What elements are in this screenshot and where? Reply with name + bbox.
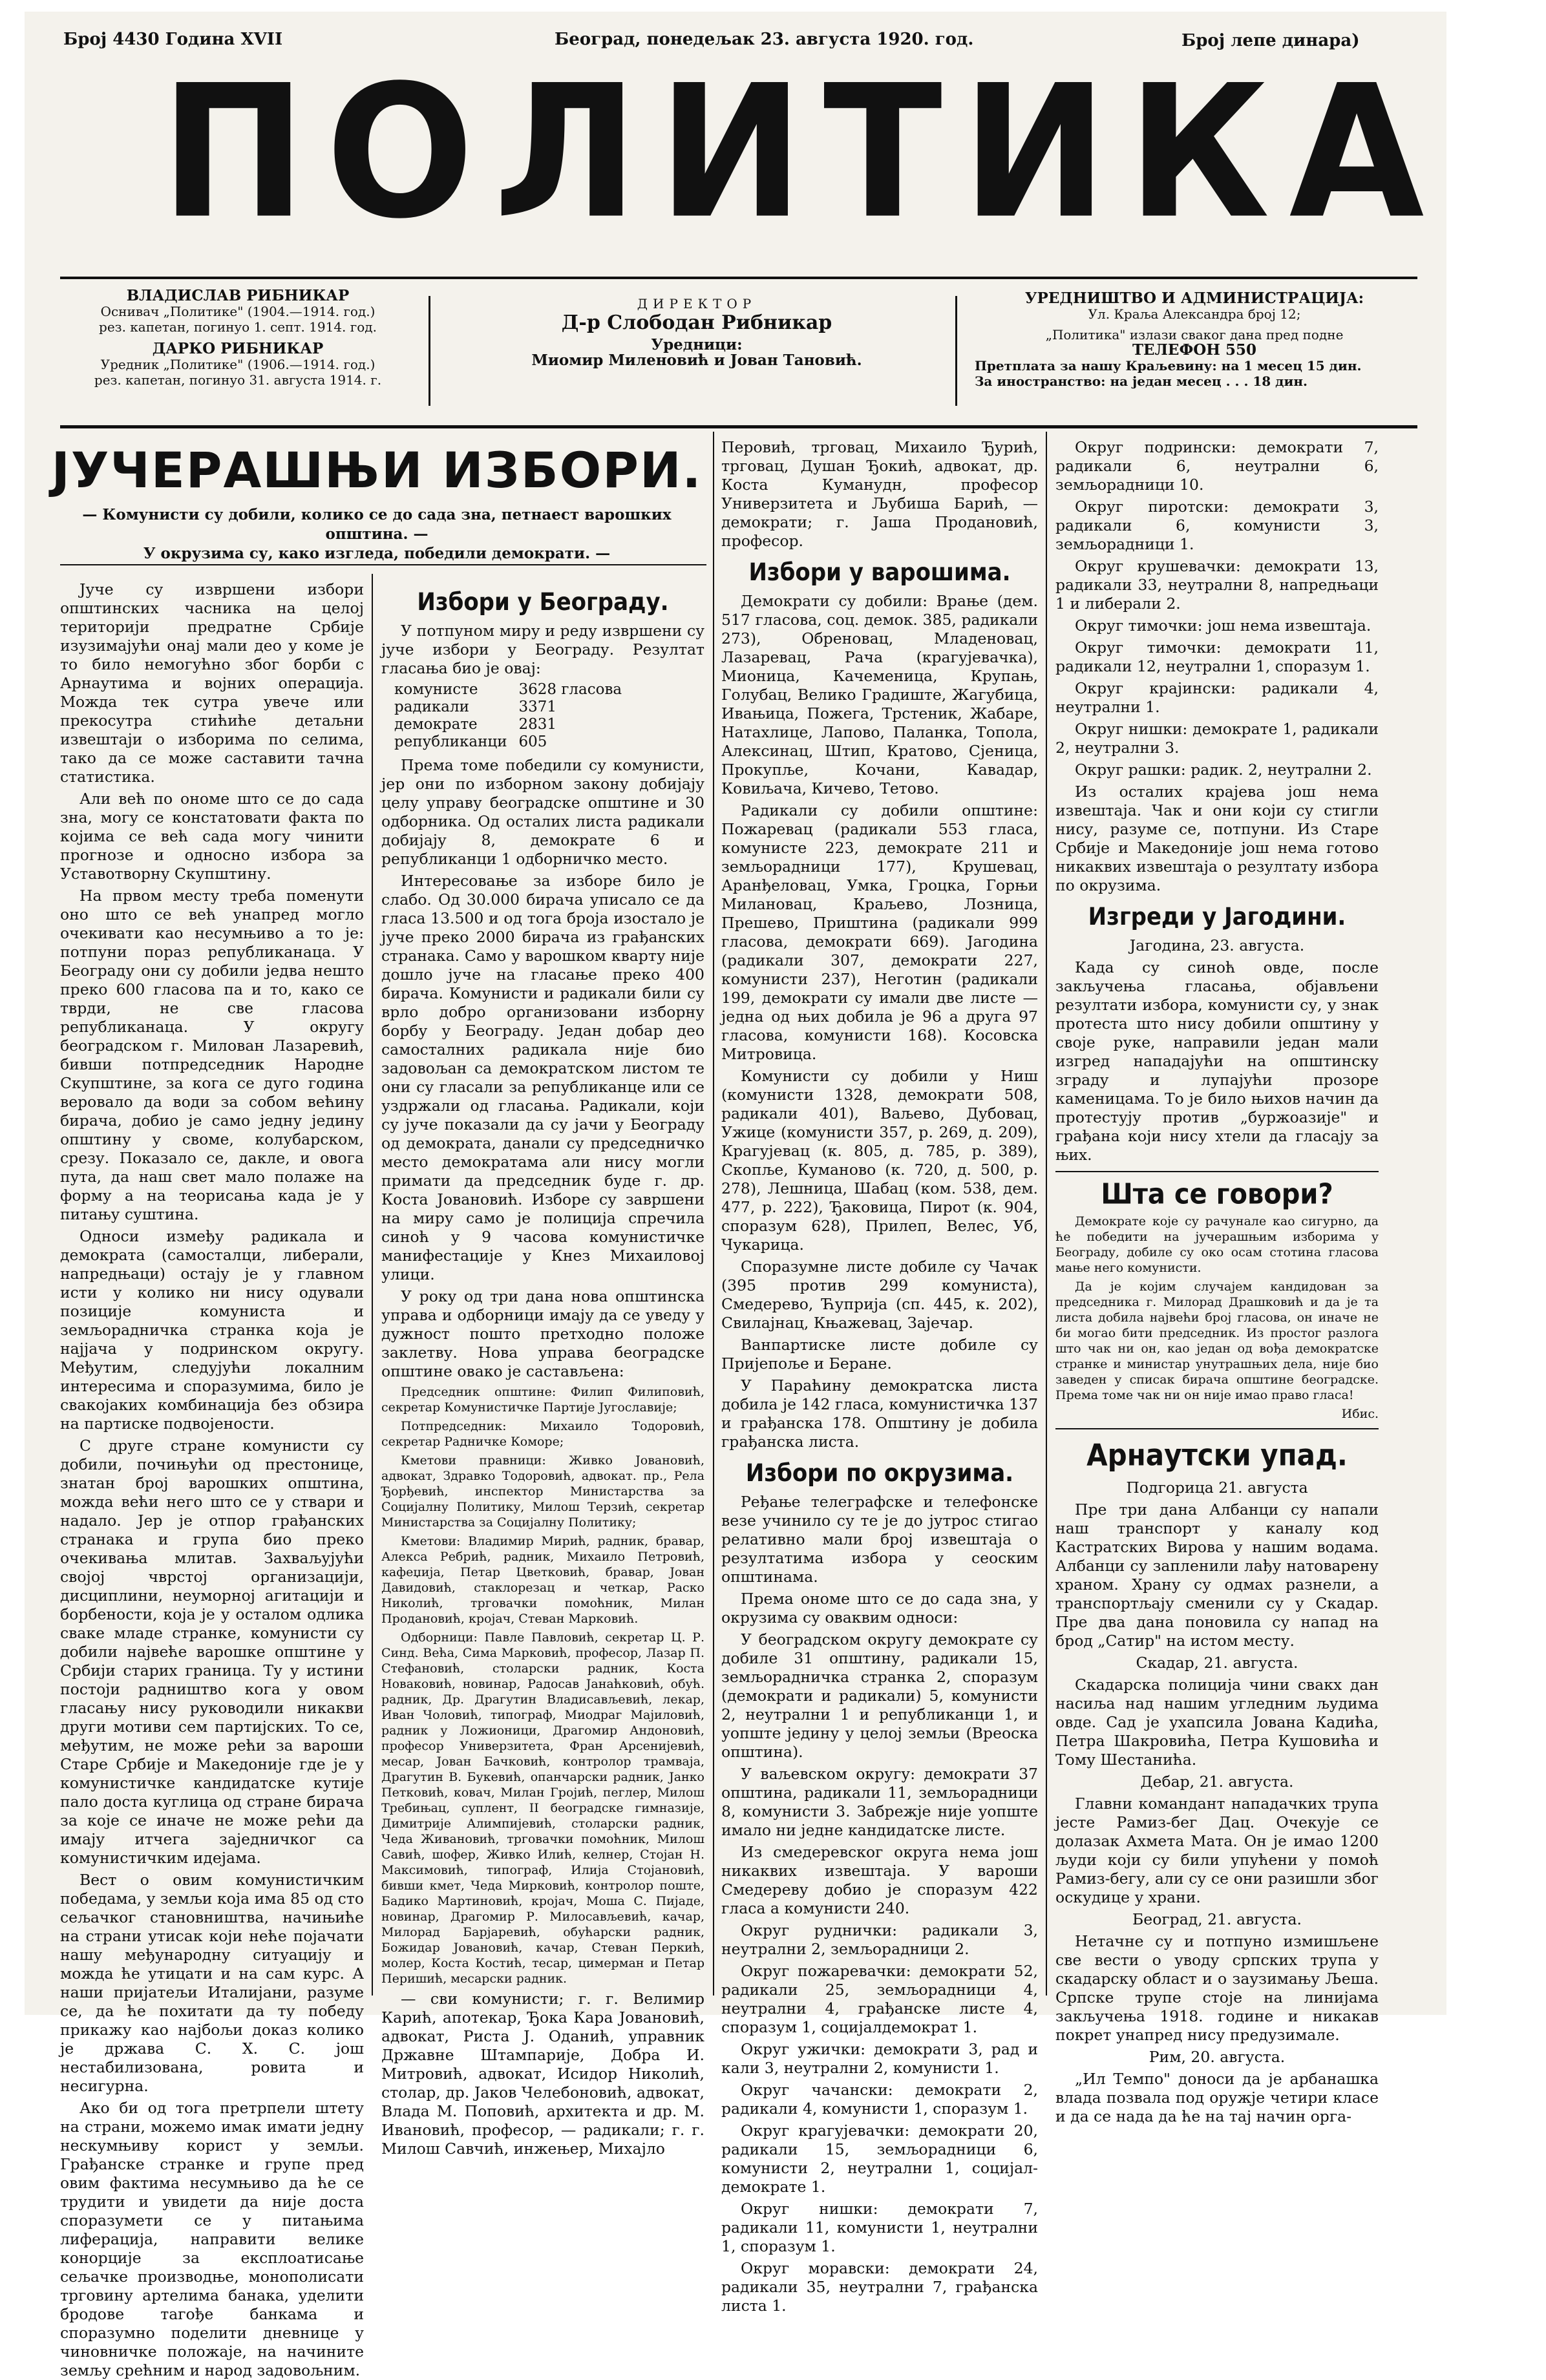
paragraph: Радикали су добили општине: Пожаревац (радикали 553 гласа, комунисте 223, демократе 211 и земљорадници 177), Крушевац, Аранђеловац, Умка, Гроцка, Горњи Милановац, Краљево, Лозница, Прешево, Приштина (радикали 999 гласова, демократи 669). Јагодина (радикали 307, демократи 227, комунисти 237), Неготин (радикали 199, демократи су имали две листе — једна од њих добила је 96 а друга 97 гласова, комунисти 168). Косовска Митровица. xyxy=(721,801,1038,1063)
issue-date: Београд, понедељак 23. августа 1920. год. xyxy=(555,30,974,49)
table-row: радикали 3371 xyxy=(394,699,557,715)
paragraph: Комунисти су добили у Ниш (комунисти 1328, демократи 508, радикали 401), Ваљево, Дубовац, Ужице (комунисти 357, р. 269, д. 209), Крагујевац (к. 805, д. 785, р. 389), Скопље, Куманово (к. 720, д. 500, р. 278), Лешница, Шабац (ком. 538, дем. 477, р. 222), Ђаковица, Пирот (к. 904, споразум 628), Прилеп, Велес, Уб, Чукарица. xyxy=(721,1067,1038,1254)
office-line-1: УРЕДНИШТВО И АДМИНИСТРАЦИЈА: xyxy=(1024,290,1364,307)
lead-headline-block xyxy=(50,438,703,563)
belgrade-results-table xyxy=(394,681,633,751)
paragraph: У року од три дана нова општинска управа и одборници имају да се уведу у дужност пошто претходно положе заклетву. Нова управа београдске општине овако је састављена: xyxy=(381,1287,704,1380)
paragraph: Округ пожаревачки: демократи 52, радикали 25, земљорадници 4, неутрални 4, грађанске листе 4, споразум 1, социјалдемократ 1. xyxy=(721,1962,1038,2036)
paragraph: Скадарска полиција чини свакх дан насиља над нашим угледним људима овде. Сад је ухапсила Јована Кадића, Петра Шакровића, Петра Кушовића и Тому Шестанића. xyxy=(1055,1676,1379,1769)
paragraph: Одборници: Павле Павловић, секретар Ц. Р. Синд. Већа, Сима Марковић, професор, Лазар П. Стефановић, столарски радник, Коста Новаковић, новинар, Радосав Јанаћковић, обућ. радник, Др. Драгутин Владисављевић, лекар, Иван Чоловић, типограф, Миодраг Мајиловић, радник у Ложионици, Драгомир Андоновић, професор Универзитета, Фран Арсенијевић, месар, Јован Бачковић, контролор трамваја, Драгутин В. Букевић, опанчарски радник, Јанко Петковић, ковач, Милан Гројић, пеглер, Милош Требињац, суплент, II београдске гимназије, Димитрије Алимпијевић, столарски радник, Чеда Живановић, трговачки помоћник, Милош Савић, шофер, Живко Илић, келнер, Стојан Н. Максимовић, типограф, Илија Стојановић, бивши кмет, Чеда Мирковић, контролор поште, Бадико Мартиновић, кројач, Моша С. Пијаде, новинар, Драгомир Р. Милосављевић, качар, Милорад Барјаревић, обућарски радник, Божидар Јовановић, качар, Стеван Перкић, молер, Коста Костић, тесар, цимерман и Петар Перишић, месарски радник. xyxy=(381,1630,704,1986)
paragraph: Споразумне листе добиле су Чачак (395 против 299 комуниста), Смедерево, Ћуприја (сп. 445, к. 202), Свилајнац, Књажевац, Зајечар. xyxy=(721,1258,1038,1332)
paragraph: Округ рашки: радик. 2, неутрални 2. xyxy=(1075,761,1372,779)
article-column-4 xyxy=(1055,438,1379,2125)
paragraph: Округ пиротски: демократи 3, радикали 6, комунисти 3, земљорадници 1. xyxy=(1055,498,1379,553)
paragraph: Округ руднички: радикали 3, неутрални 2, земљорадници 2. xyxy=(721,1921,1038,1958)
paragraph: Јуче су извршени избори општинских часника на целој територији предратне Србије изузимајући онај мали део у коме је то било немогућно због борби с Арнаутима и војних операција. Можда тек сутра увече или прекосутра стићиће детаљни извештаји о изборима по селима, тако да се може саставити тачна статистика. xyxy=(60,580,364,786)
paragraph: Али већ по ономе што се до сада зна, могу се констатовати факта по којима се већ сада могу чинити прогнозе и односно избора за Уставотворну Скупштину. xyxy=(60,790,364,883)
paragraph: Потпредседник: Михаило Тодоровић, секретар Радничке Коморе; xyxy=(381,1419,704,1449)
paragraph: Пре три дана Албанци су напали наш транспорт у каналу код Кастратских Вирова у нашим водама. Албанци су запленили лађу натоварену храном. Храну су одмах разнели, а транспортљају сменили су у Скадар. Пре два дана поновила су напад на брод „Сатир" на истом месту. xyxy=(1055,1501,1379,1650)
dateline: Београд, 21. августа. xyxy=(1132,1910,1302,1928)
paragraph: Округ подрински: демократи 7, радикали 6, неутрални 6, земљорадници 10. xyxy=(1055,438,1379,494)
section-heading-jagodina: Изгреди у Јагодини. xyxy=(1088,903,1346,931)
paragraph: Из смедеревског округа нема још никаквих извештаја. У вароши Смедереву добио је споразум 422 гласа а комунисти 240. xyxy=(721,1843,1038,1917)
lead-subhead-2: У окрузима су, како изгледа, победили демократи. — xyxy=(143,545,611,562)
paragraph: Округ тимочки: демократи 11, радикали 12, неутрални 1, споразум 1. xyxy=(1055,638,1379,675)
paragraph: Ређање телеграфске и телефонске везе учинило су те је до јутрос стигао релативно мали број извештаја о резултатима избора у сеоским општинама. xyxy=(721,1493,1038,1586)
paragraph: Према ономе што се до сада зна, у окрузима су оваквим односи: xyxy=(721,1590,1038,1627)
paragraph: Када су синоћ овде, после закључења гласања, објављени резултати избора, комунисти су, у знак протеста што нису добили општину у своје руке, направили један мали изгред нападајући на општинску зграду и лупајући прозоре каменицама. То је било њихов начин да протестују против „буржоазије" и грађана који нису хтели да гласају за њих. xyxy=(1055,958,1379,1164)
article-column-3 xyxy=(721,438,1038,2315)
article-column-1 xyxy=(60,580,364,2379)
paragraph: Односи између радикала и демократа (самосталци, либерали, напредњаци) остају је у главном исти у колико ни нису одували позиције комуниста и земљорадничка странка која је најјача у подринском округу. Међутим, следујући локалним интересима и споразумима, било је свакојаких комбинација без обзира на партиске подвојености. xyxy=(60,1227,364,1433)
paragraph: Округ крагујевачки: демократи 20, радикали 15, земљорадници 6, комунисти 2, неутрални 1, социјал-демократе 1. xyxy=(721,2122,1038,2196)
newspaper-page xyxy=(25,12,1446,2379)
header-bottom-rule xyxy=(60,425,1417,428)
table-row: демократе 2831 xyxy=(394,716,557,733)
section-heading-arnaut-raid: Арнаутски упад. xyxy=(1086,1437,1348,1473)
paragraph: Интересовање за изборе било је слабо. Од 30.000 бирача уписало се да гласа 13.500 и од тога броја изостало је јуче преко 2000 бирача из грађанских странака. Само у варошком кварту није дошло јуче на гласање преко 400 бирача. Комунисти и радикали били су врло добро организовани изборну борбу у Београду. Један добар део самосталних радикала није био задовољан са демократском листом те они су гласали за републиканце или се уздржали од гласања. Радикали, који су јуче показали да су јачи у Београду од демократа, данали су председничко место демократама али нису могли примати да председник буде г. др. Коста Јовановић. Изборе су завршени на миру само је полиција спречила синоћ у 9 часова комунистичке манифестације у Кнез Михаиловој улици. xyxy=(381,872,704,1283)
office-phone: ТЕЛЕФОН 550 xyxy=(1132,341,1257,359)
office-line-2: Ул. Краља Александра број 12; xyxy=(1088,306,1301,322)
section-heading-belgrade: Избори у Београду. xyxy=(417,588,669,616)
director-name: Д-р Слободан Рибникар xyxy=(561,311,832,334)
article-column-2 xyxy=(381,580,704,2158)
paragraph: С друге стране комунисти су добили, почињући од престонице, знатан број варошких општина, можда већи него што се у ствари и надало. Јер је отпор грађанских странака и група био преко очекивања млитав. Захваљујући својој чврстој организацији, дисциплини, неуморној агитацији и борбености, која је у осталом одлика сваке младе странке, комунисти су добили највеће варошке општине у Србији старих граница. Ту у истини постоји радништво кога у овом гласању нису руководили никакви други мотиви сем партијских. То се, међутим, не може рећи за вароши Старе Србије и Македоније где је у комунистичке кандидатске кутије пало доста куглица од стране бирача за које се иначе не може рећи да имају итчега заједничког са комунистичким идејама. xyxy=(60,1437,364,1867)
paragraph: Округ нишки: демократе 1, радикали 2, неутрални 3. xyxy=(1055,720,1379,757)
table-row: републиканци 605 xyxy=(394,733,547,750)
section-heading-what-is-said: Шта се говори? xyxy=(1101,1177,1333,1211)
lead-subhead-1: — Комунисти су добили, колико се до сада зна, петнаест варошких општина. — xyxy=(82,506,672,543)
paragraph: — сви комунисти; г. г. Велимир Карић, апотекар, Ђока Кара Јовановић, адвокат, Риста Ј. Оданић, управник Државне Штампарије, Добра И. Митровић, адвокат, Исидор Николић, столар, др. Јаков Челебоновић, адвокат, Влада М. Поповић, архитекта и др. М. Ивановић, професор, — радикали; г. г. Милош Савчић, инжењер, Михајло xyxy=(381,1990,704,2158)
office-block xyxy=(975,291,1414,389)
paragraph: Да је којим случајем кандидован за председника г. Милорад Драшковић и да је та листа добила највећи број гласова, он иначе не би могао бити председник. Из простог разлога што чак ни он, као један од вођа демократске странке и министар унутрашњих дела, није био заведен у списак бирача општине београдске. Према томе чак ни он није имао право гласа! xyxy=(1055,1280,1379,1402)
founder-name-1: ВЛАДИСЛАВ РИБНИКАР xyxy=(126,287,350,304)
paragraph: У ваљевском округу: демократи 37 општина, радикали 11, земљорадници 8, комунисти 3. Забрежје није уопште имало ни једне кандидатске листе. xyxy=(721,1765,1038,1839)
section-heading-districts: Избори по окрузима. xyxy=(745,1459,1014,1488)
paragraph: Кметови: Владимир Мирић, радник, бравар, Алекса Ребрић, радник, Михаило Петровић, кафеџија, Петар Цветковић, бравар, Јован Давидовић, стаклорезац и четкар, Раско Николић, трговачки помоћник, Милан Продановић, кројач, Стеван Марковић. xyxy=(381,1534,704,1626)
issue-number: Број 4430 Година XVII xyxy=(63,30,283,49)
paragraph: Ако би од тога претрпели штету на страни, можемо имак имати једну нескумњиву корист у земљи. Грађанске странке и групе пред овим фактима несумњиво да ће се трудити и увидети да није доста споразумети се у питањима лиферација, направити велике конорције за експлоатисање сељачке производње, монополисати трговину артелима банака, уделити бродове тагође банкама и споразумно поделити дневнице у чиновничке положаје, на начините земљу срећним и народ задовољним. xyxy=(60,2099,364,2379)
dateline: Дебар, 21. августа. xyxy=(1140,1773,1294,1791)
founder-line-2a: Уредник „Политике" (1906.—1914. год.) xyxy=(100,357,376,372)
office-line-3: „Политика" излази сваког дана пред подне xyxy=(1045,327,1344,342)
lead-rule xyxy=(60,564,706,565)
paragraph: „Ил Темпо" доноси да је арбанашка влада позвала под оружје четири класе и да се нада да ће на тај начин орга- xyxy=(1055,2070,1379,2125)
dateline: Скадар, 21. августа. xyxy=(1136,1654,1298,1672)
dateline: Подгорица 21. августа xyxy=(1126,1479,1308,1497)
paragraph: Округ чачански: демократи 2, радикали 4, комунисти 1, споразум 1. xyxy=(721,2081,1038,2118)
signature: Ибис. xyxy=(1341,1407,1379,1421)
paragraph: Демократе које су рачунале као сигурно, да ће победити на јучерашњим изборима у Београду, добиле су око осам стотина гласова мање него комунисти. xyxy=(1055,1214,1379,1275)
paragraph: Округ тимочки: још нема извештаја. xyxy=(1075,616,1371,635)
paragraph: Округ крушевачки: демократи 13, радикали 33, неутрални 8, напредњаци 1 и либерали 2. xyxy=(1055,557,1379,613)
masthead-title: ПОЛИТИКА xyxy=(160,45,1444,259)
office-subscription-2: За иностранство: на један месец . . . 18 дин. xyxy=(975,374,1308,389)
paragraph: Округ моравски: демократи 24, радикали 35, неутрални 7, грађанска листа 1. xyxy=(721,2259,1038,2315)
paragraph: Вест о овим комунистичким победама, у земљи која има 85 од сто сељачког становништва, начињиће на страни утисак који неће појачати нашу међународну ситуацију и можда ће утицати и на сам курс. А наши пријатељи Италијани, разуме се, да ће похитати да ту победу прикажу као најбољи доказ колико је држава С. Х. С. још нестабилизована, ровита и несигурна. xyxy=(60,1871,364,2095)
issue-price: Број лепе динара) xyxy=(1181,31,1360,50)
paragraph: У београдском округу демократе су добиле 31 општину, радикали 15, земљорадничка странка 2, споразум (демократи и радикали) 5, комунисти 2, неутрални 1 и републиканци 1, и уопште једину у целој земљи (Вреоска општина). xyxy=(721,1630,1038,1761)
founder-line-1a: Оснивач „Политике" (1904.—1914. год.) xyxy=(100,304,376,319)
founder-name-2: ДАРКО РИБНИКАР xyxy=(152,340,324,357)
director-label: ДИРЕКТОР xyxy=(637,296,757,311)
paragraph: На првом месту треба поменути оно што се већ унапред могло очекивати као несумњиво а то је: потпуни пораз републиканаца. У Београду они су добили једва нешто преко 600 гласова па и то, како се тврди, не све гласова републиканаца. У округу београдском г. Милован Лазаревић, бивши потпредседник Народне Скупштине, за кога се дуго година веровало да води за собом већину бирача, добио је само једну једину општину у своме, колубарском, срезу. Показало се, дакле, и овога пута, да наш свет мало полаже на форму а на теорисања када је у питању суштина. xyxy=(60,887,364,1223)
paragraph: У Параћину демократска листа добила је 142 гласа, комунистичка 137 и грађанска 178. Општину је добила грађанска листа. xyxy=(721,1376,1038,1451)
paragraph: Главни командант нападачких трупа јесте Рамиз-бег Дац. Очекује се долазак Ахмета Мата. Он је имао 1200 људи који су били упућени у помоћ Рамиз-бегу, али су се они разишли због оскудице у храни. xyxy=(1055,1795,1379,1906)
column-rule-3 xyxy=(1046,432,1047,1996)
editors-label: Уредници: xyxy=(651,336,743,353)
founders-block xyxy=(83,288,393,388)
section-rule xyxy=(1055,1428,1379,1429)
paragraph: Округ нишки: демократи 7, радикали 11, комунисти 1, неутрални 1, споразум 1. xyxy=(721,2200,1038,2255)
section-heading-towns: Избори у варошима. xyxy=(748,558,1011,587)
paragraph: Перовић, трговац, Михаило Ђурић, трговац, Душан Ђокић, адвокат, др. Коста Куманудн, професор Универзитета и Љубиша Барић, — демократи; г. Јаша Продановић, професор. xyxy=(721,438,1038,550)
dateline: Јагодина, 23. августа. xyxy=(1129,936,1305,954)
paragraph: Према томе победили су комунисти, јер они по изборном закону добијају целу управу београдске општине и 30 одборника. Од осталих листа радикали добијају 8, демократе 6 и републиканци 1 одборничко место. xyxy=(381,756,704,868)
paragraph: Нетачне су и потпуно измишљене све вести о уводу српских трупа у скадарску област и о заузимању Љеша. Српске трупе стоје на линијама закључења 1918. године и никакав покрет унапред нису предузимале. xyxy=(1055,1932,1379,2044)
paragraph: Из осталих крајева још нема извештаја. Чак и они који су стигли нису, разуме се, потпуни. Из Старе Србије и Македоније још нема готово никаквих извештаја о резултату избора по окрузима. xyxy=(1055,783,1379,894)
lead-headline: ЈУЧЕРАШЊИ ИЗБОРИ. xyxy=(51,441,703,499)
founder-line-2b: рез. капетан, погинуо 31. августа 1914. г. xyxy=(94,372,382,388)
paragraph: Ванпартиске листе добиле су Пријепоље и Беране. xyxy=(721,1336,1038,1373)
masthead-rule xyxy=(60,277,1417,279)
header-divider-right xyxy=(955,296,957,406)
founder-line-1b: рез. капетан, погинуо 1. септ. 1914. год. xyxy=(99,319,377,335)
paragraph: Округ ужички: демократи 3, рад и кали 3, неутрални 2, комунисти 1. xyxy=(721,2040,1038,2077)
office-subscription-1: Претплата за нашу Краљевину: на 1 месец 15 дин. xyxy=(975,358,1362,374)
header-divider-left xyxy=(429,296,430,406)
paragraph: Демократи су добили: Врање (дем. 517 гласова, соц. демок. 385, радикали 273), Обреновац, Младеновац, Лазаревац, Рача (крагујевачка), Мионица, Качеменица, Крупањ, Голубац, Велико Градиште, Жагубица, Ивањица, Пожега, Трстеник, Жабаре, Натахлице, Лапово, Паланка, Топола, Алексинац, Штип, Кратово, Сјеница, Прокупље, Кочани, Кавадар, Ковиљача, Кичево, Тетово. xyxy=(721,592,1038,797)
paragraph: Председник општине: Филип Филиповић, секретар Комунистичке Партије Југославије; xyxy=(381,1385,704,1415)
paragraph: У потпуном миру и реду извршени су јуче избори у Београду. Резултат гласања био је овај: xyxy=(381,622,704,677)
table-row: комунисте 3628 гласова xyxy=(394,681,622,698)
paragraph: Округ крајински: радикали 4, неутрални 1. xyxy=(1055,679,1379,716)
section-rule xyxy=(1055,1171,1379,1172)
paragraph: Кметови правници: Живко Јовановић, адвокат, Здравко Тодоровић, адвокат. пр., Рела Ђорђевић, инспектор Министарства за Социјалну Политику, Милош Терзић, секретар Министарства за Социјалну Политику; xyxy=(381,1453,704,1530)
dateline: Рим, 20. августа. xyxy=(1149,2048,1286,2066)
column-rule-2 xyxy=(713,432,714,1996)
column-rule-1 xyxy=(372,574,373,1996)
director-block xyxy=(451,296,942,368)
editors-names: Миомир Миленовић и Јован Тановић. xyxy=(531,352,862,369)
